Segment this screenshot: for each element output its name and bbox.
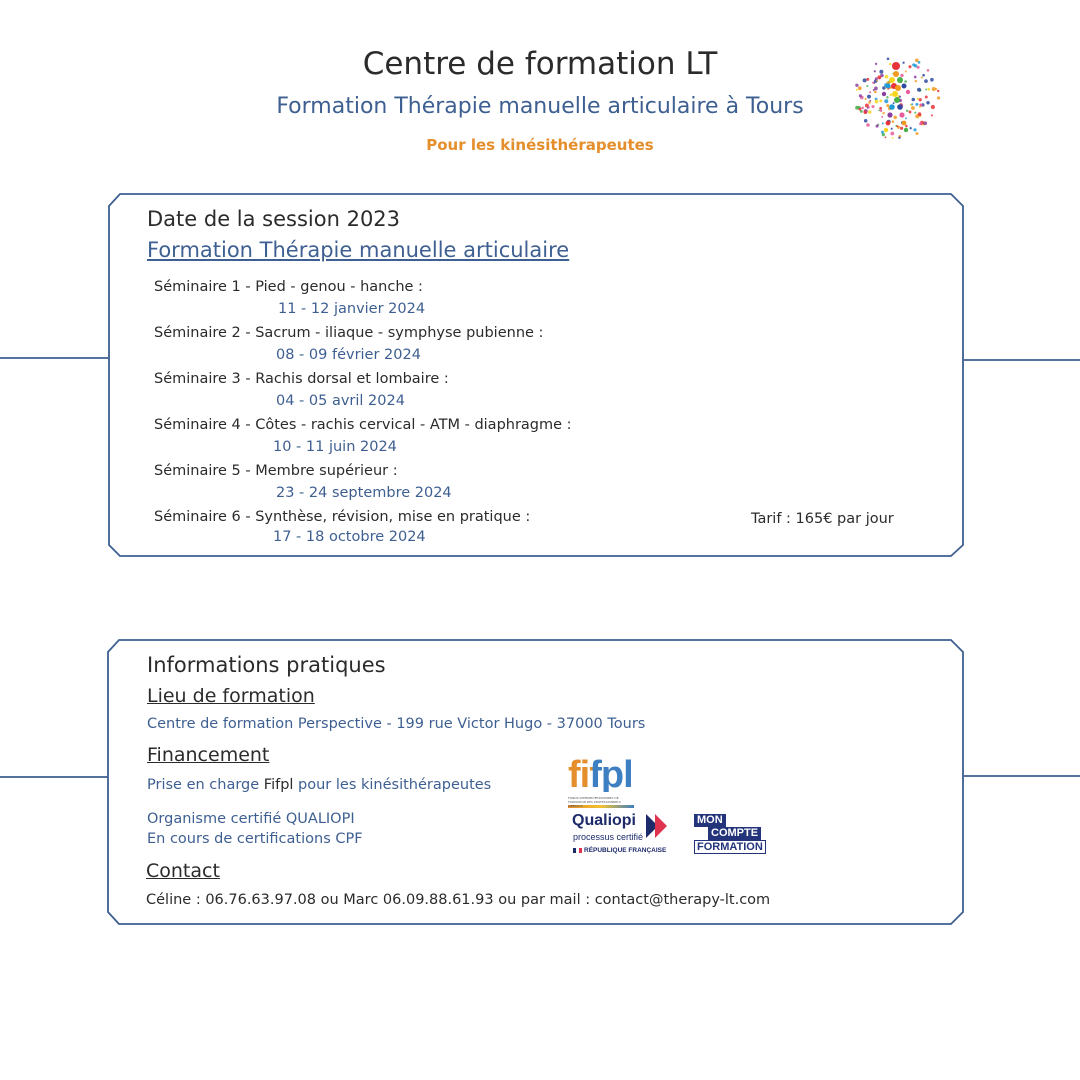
mon-compte-formation-logo [694,814,776,856]
page-title: Centre de formation LT [362,46,718,82]
republique-francaise-text [573,847,683,854]
mcf-line-3: FORMATION [694,840,766,854]
dotted-figure-logo [852,52,942,142]
mcf-line-1: MON [694,814,726,827]
contact-title: Contact [146,860,220,882]
seminar-1-date: 11 - 12 janvier 2024 [278,301,426,317]
financement-brand: Fifpl [263,777,294,793]
fifpl-tagline: FONDS INTERPROFESSIONNEL DE FORMATION DES PROFESSIONNELS LIBÉRAUX [568,796,621,808]
info-heading: Informations pratiques [147,653,386,677]
financement-post: pour les kinésithérapeutes [293,777,492,793]
lieu-address: Centre de formation Perspective - 199 rue Victor Hugo - 37000 Tours [147,716,646,732]
lieu-title: Lieu de formation [147,685,315,707]
seminar-5-date: 23 - 24 septembre 2024 [276,485,452,501]
seminar-1-label: Séminaire 1 - Pied - genou - hanche : [154,279,423,295]
seminar-6-date: 17 - 18 octobre 2024 [273,529,426,545]
fifpl-logo [568,754,638,808]
republique-francaise-label: RÉPUBLIQUE FRANÇAISE [584,847,667,854]
audience-text: Pour les kinésithérapeutes [426,136,654,154]
financement-pre: Prise en charge [147,777,264,793]
seminar-3-date: 04 - 05 avril 2024 [276,393,405,409]
qualiopi-subtitle: processus certifié [573,832,644,842]
seminar-6-label: Séminaire 6 - Synthèse, révision, mise en pratique : [154,509,531,525]
financement-text [147,777,491,793]
seminar-5-label: Séminaire 5 - Membre supérieur : [154,463,398,479]
seminar-2-date: 08 - 09 février 2024 [276,347,421,363]
tarif-text: Tarif : 165€ par jour [751,511,894,527]
formation-link[interactable]: Formation Thérapie manuelle articulaire [147,238,570,262]
seminar-4-label: Séminaire 4 - Côtes - rachis cervical - ATM - diaphragme : [154,417,572,433]
sessions-heading: Date de la session 2023 [147,207,401,231]
seminar-3-label: Séminaire 3 - Rachis dorsal et lombaire : [154,371,449,387]
certification-qualiopi: Organisme certifié QUALIOPI [147,811,355,827]
qualiopi-wordmark: Qualiopi [572,812,636,829]
financement-title: Financement [147,744,270,766]
certification-cpf: En cours de certifications CPF [147,831,363,847]
seminar-4-date: 10 - 11 juin 2024 [273,439,397,455]
mcf-line-2: COMPTE [708,827,761,840]
fifpl-wordmark: fifpl [568,758,638,792]
qualiopi-arrows-icon [646,814,674,838]
qualiopi-logo [570,812,680,858]
page-subtitle: Formation Thérapie manuelle articulaire à Tours [276,94,804,119]
seminar-2-label: Séminaire 2 - Sacrum - iliaque - symphyse pubienne : [154,325,544,341]
french-flag-icon [573,848,582,853]
contact-text: Céline : 06.76.63.97.08 ou Marc 06.09.88.61.93 ou par mail : contact@therapy-lt.com [146,892,771,908]
